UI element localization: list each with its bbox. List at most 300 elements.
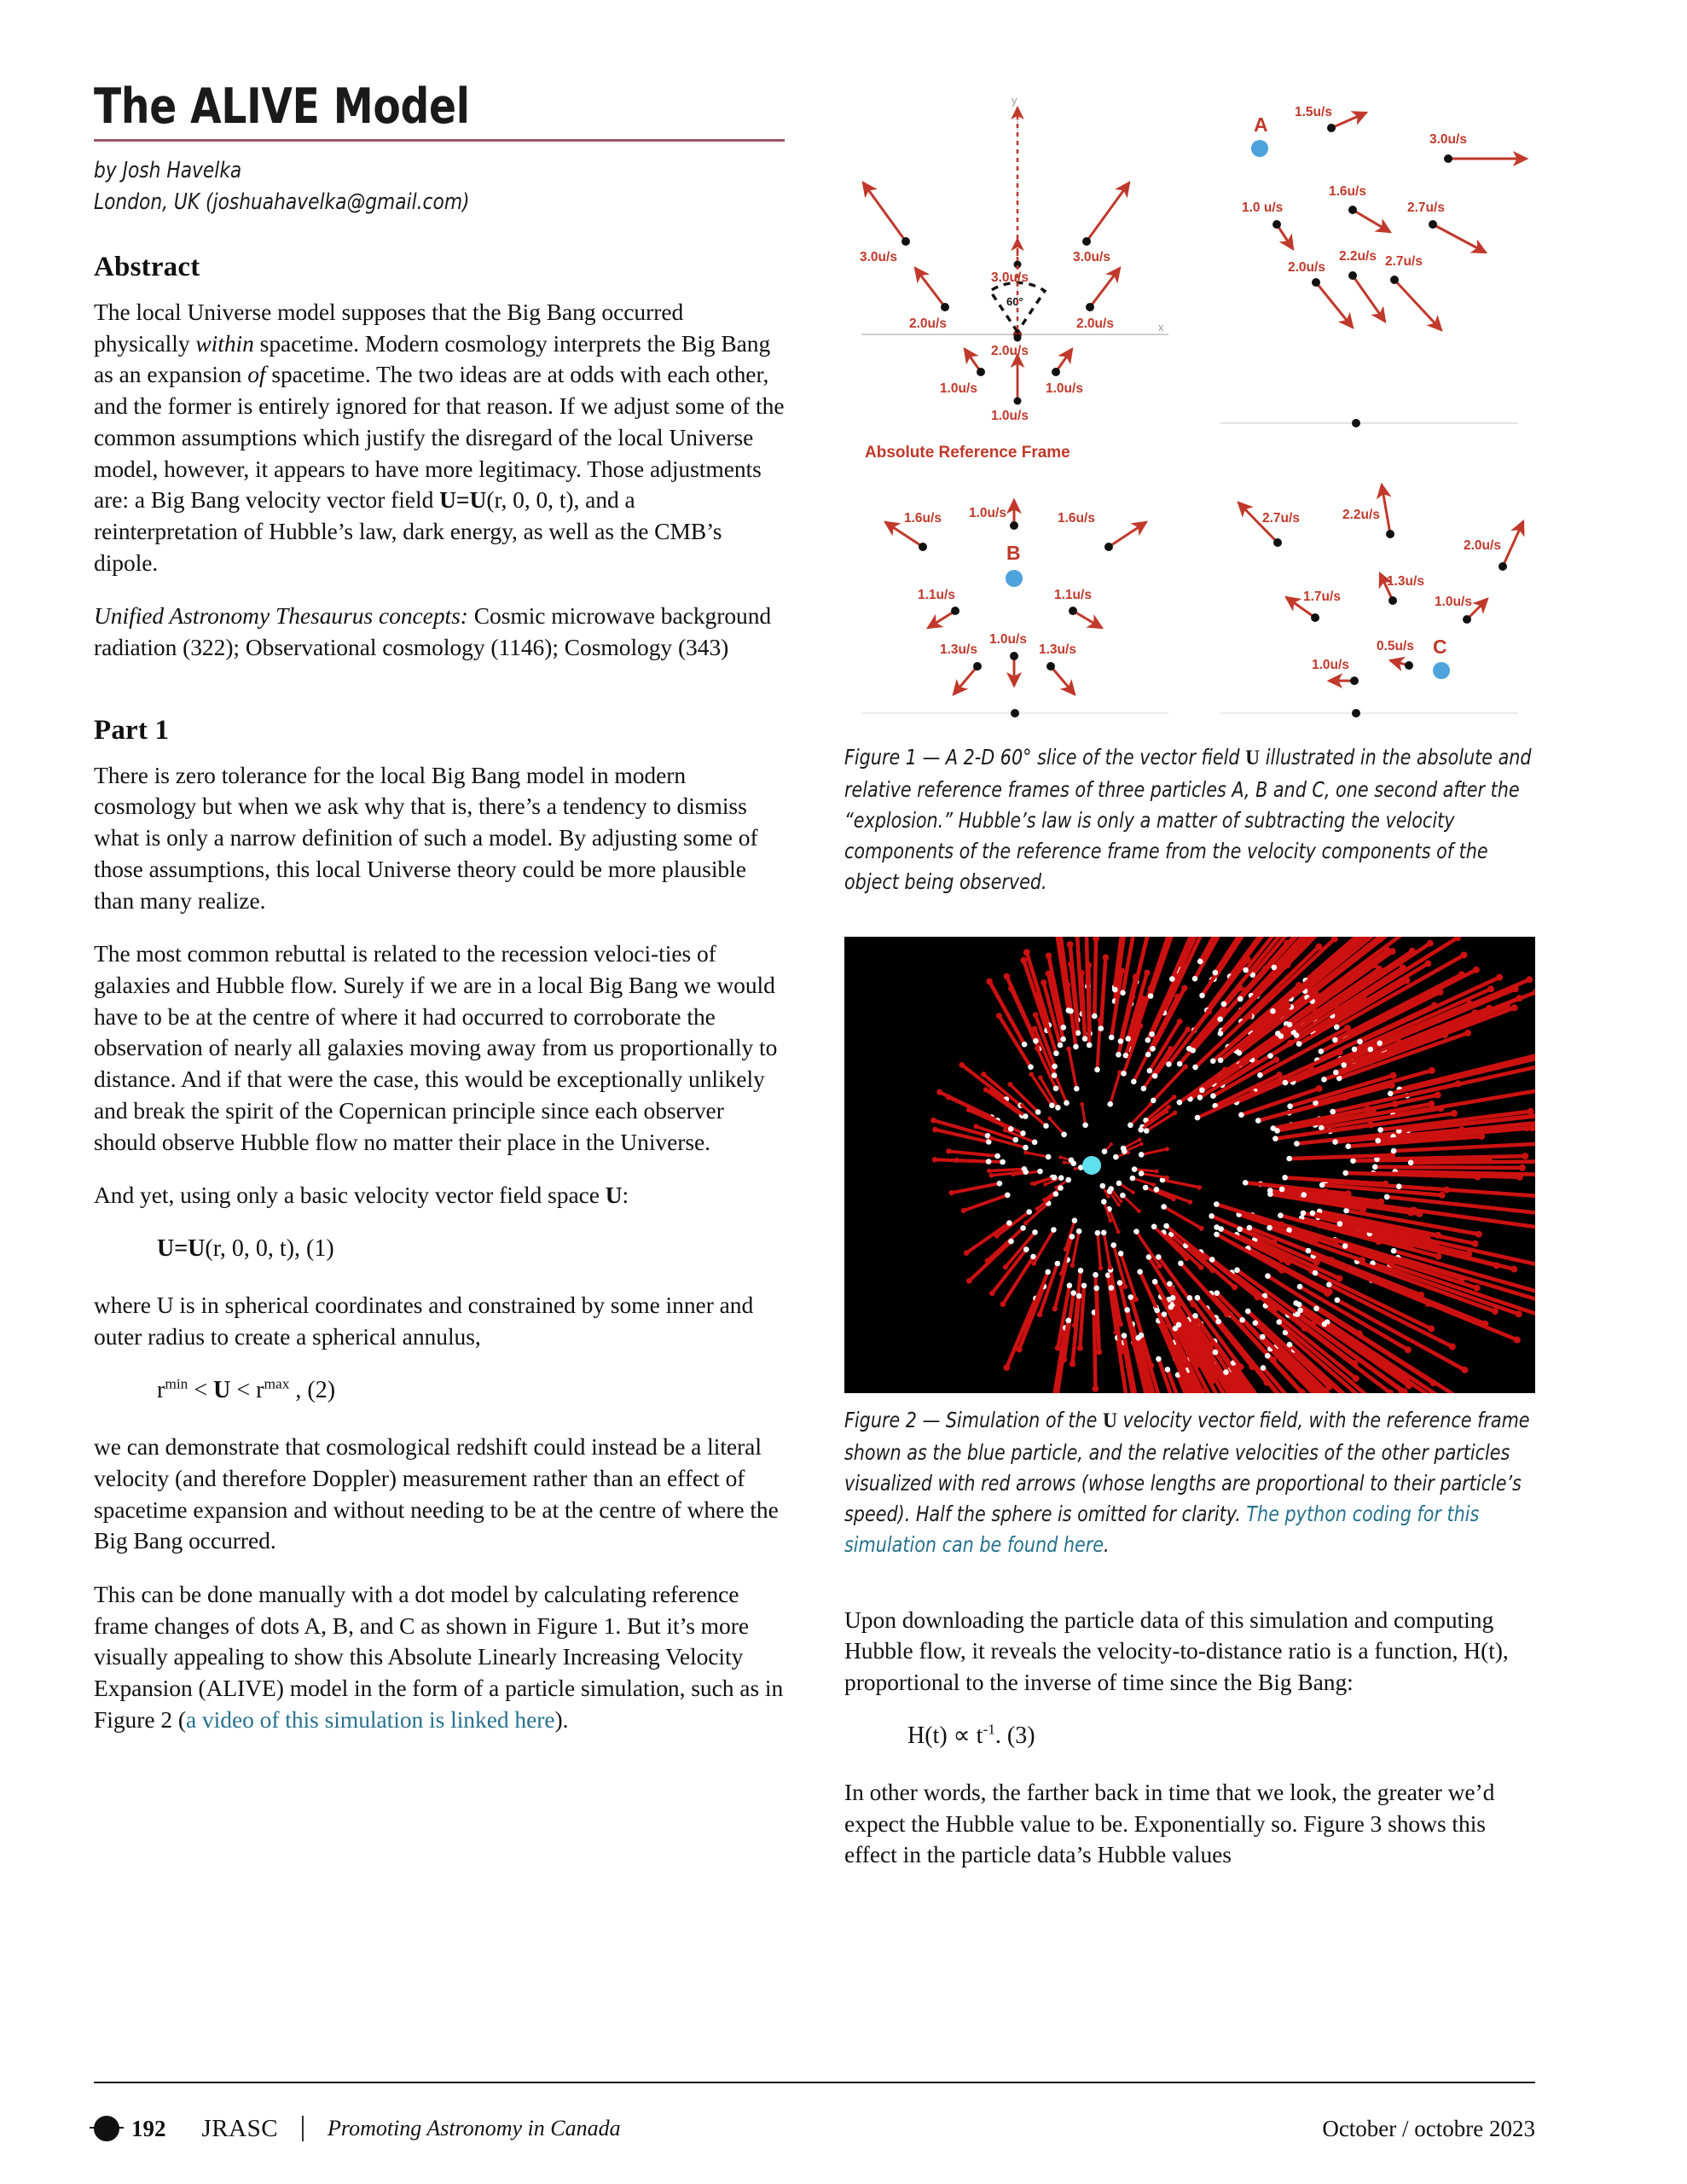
simulation-arrow-head	[1199, 1225, 1204, 1230]
simulation-particle	[1313, 1270, 1319, 1276]
simulation-arrow-head	[1465, 1251, 1472, 1258]
simulation-arrow-head	[996, 1013, 1002, 1019]
simulation-particle	[1095, 1230, 1101, 1236]
simulation-particle	[1295, 1311, 1301, 1317]
byline-author: by Josh Havelka	[94, 158, 242, 184]
vector-arrow	[1503, 521, 1523, 566]
simulation-arrow-head	[989, 1290, 995, 1296]
figure-2-caption-rest: velocity vector field, with the reference frame shown as the blue particle, and the relative velocities of the other particles visualized with red arrows (whose lengths are proportional to their particle’s speed). Half the sphere is omitted for clarity.	[844, 1407, 1530, 1526]
simulation-particle	[1239, 1317, 1245, 1323]
simulation-arrow-head	[1070, 1361, 1075, 1367]
simulation-arrow-head	[1232, 1284, 1238, 1290]
vector-label: 3.0u/s	[860, 250, 897, 264]
simulation-particle	[1276, 1319, 1282, 1325]
particle-b-label: B	[1006, 542, 1021, 564]
particle-dot	[1386, 530, 1394, 538]
simulation-particle	[1020, 1130, 1026, 1136]
simulation-arrow-head	[1004, 973, 1011, 979]
simulation-arrow-head	[1085, 979, 1091, 985]
simulation-arrow-head	[1284, 961, 1290, 968]
simulation-particle	[1120, 990, 1126, 996]
simulation-arrow-head	[1058, 1155, 1062, 1159]
angle-label: 60°	[1006, 295, 1023, 308]
simulation-arrow-head	[1133, 1297, 1139, 1302]
p3-text-a: And yet, using only a basic velocity vector field space	[94, 1182, 606, 1209]
simulation-arrow-head	[1224, 1311, 1230, 1317]
panel-absolute-label: Absolute Reference Frame	[865, 444, 1070, 462]
vector-arrow	[928, 611, 955, 628]
simulation-particle	[1147, 1068, 1153, 1074]
simulation-arrow-head	[973, 1124, 978, 1129]
simulation-particle	[1279, 1186, 1285, 1192]
simulation-particle	[1076, 1228, 1082, 1234]
simulation-arrow-head	[1003, 1264, 1008, 1269]
simulation-arrow-head	[1046, 952, 1052, 959]
vector-arrow	[915, 268, 945, 307]
vector-arrow	[1073, 611, 1102, 628]
vector-label: 2.7u/s	[1407, 200, 1445, 215]
vector-label: 2.0u/s	[909, 317, 947, 331]
simulation-particle	[1213, 1350, 1219, 1356]
simulation-arrow-head	[1035, 992, 1041, 998]
simulation-arrow-head	[1439, 1192, 1446, 1199]
simulation-arrow-head	[1359, 1257, 1365, 1263]
simulation-arrow-head	[1516, 1310, 1522, 1317]
simulation-arrow-head	[1023, 1150, 1028, 1154]
vector-arrow	[1353, 276, 1385, 322]
figure-1-caption-symbol-U: U	[1245, 746, 1261, 770]
simulation-particle	[1408, 1159, 1414, 1165]
simulation-particle	[1116, 1052, 1122, 1058]
simulation-arrow-head	[1315, 943, 1322, 950]
simulation-particle	[1128, 1122, 1133, 1128]
particle-dot	[1010, 652, 1018, 660]
simulation-particle	[1135, 1335, 1141, 1341]
simulation-arrow-head	[1157, 1263, 1162, 1269]
simulation-particle	[1197, 959, 1203, 965]
figure-2-container	[844, 937, 1535, 1560]
simulation-arrow-head	[1103, 954, 1110, 961]
simulation-arrow-head	[1390, 1072, 1397, 1078]
simulation-arrow-head	[1173, 1110, 1177, 1114]
simulation-arrow-head	[1382, 1180, 1388, 1187]
simulation-particle	[1217, 1016, 1223, 1022]
simulation-arrow-head	[1326, 1288, 1333, 1295]
simulation-particle	[1151, 1097, 1157, 1103]
figure-2-caption	[844, 1405, 1533, 1560]
simulation-arrow-head	[1455, 1080, 1462, 1087]
title-divider	[94, 139, 785, 142]
simulation-particle	[1377, 1040, 1383, 1046]
eq2-max-superscript: max	[264, 1375, 290, 1392]
simulation-arrow-head	[1474, 1284, 1481, 1291]
simulation-particle	[1118, 1251, 1124, 1257]
simulation-particle	[1149, 1031, 1155, 1037]
simulation-particle	[1037, 1168, 1043, 1174]
part1-paragraph-1: There is zero tolerance for the local Big Bang model in modern cosmology but when we ask why that is, there’s a tendency to dismiss what is only a narrow definition of such a model. By adjusting some of those assumptions, this local Universe theory could be more plausible than many realize.	[94, 761, 758, 914]
simulation-particle	[1294, 1141, 1300, 1147]
journal-tagline: Promoting Astronomy in Canada	[328, 2116, 621, 2140]
simulation-particle	[1055, 1105, 1061, 1111]
vector-arrow	[1331, 113, 1366, 128]
simulation-video-link[interactable]: a video of this simulation is linked here	[185, 1705, 555, 1733]
particle-dot	[1388, 596, 1397, 605]
simulation-arrow-head	[1336, 1048, 1343, 1055]
eq3-superscript: -1	[983, 1721, 995, 1738]
vector-label: 2.0u/s	[1288, 260, 1325, 275]
simulation-particle	[1053, 1085, 1059, 1091]
footer-divider	[94, 2082, 1535, 2083]
simulation-arrow-head	[1033, 1012, 1039, 1018]
simulation-arrow-head	[1496, 973, 1503, 980]
simulation-particle	[1178, 1260, 1184, 1266]
figure-2-svg	[844, 937, 1535, 1393]
simulation-arrow-head	[1020, 1103, 1024, 1107]
simulation-particle	[1092, 1013, 1098, 1019]
simulation-arrow-head	[1429, 1067, 1435, 1074]
simulation-particle	[1101, 1229, 1107, 1235]
particle-dot	[1463, 615, 1471, 624]
simulation-arrow-head	[1151, 1182, 1156, 1187]
simulation-particle	[1055, 1260, 1061, 1266]
simulation-particle	[1272, 964, 1278, 970]
particle-dot	[1350, 677, 1359, 685]
particle-a-marker	[1251, 140, 1268, 157]
simulation-particle	[1145, 1051, 1151, 1057]
simulation-particle	[1195, 1295, 1201, 1301]
particle-dot	[919, 543, 927, 551]
simulation-velocity-arrow	[1086, 937, 1087, 986]
vector-label: 2.0u/s	[991, 344, 1029, 358]
right-paragraph-1: Upon downloading the particle data of this simulation and computing Hubble flow, it reveals the velocity-to-distance ratio is a function, H(t), proportional to the inverse of time since the Big Bang:	[844, 1606, 1509, 1695]
simulation-particle	[1372, 1164, 1378, 1170]
simulation-particle	[1156, 1356, 1162, 1362]
simulation-arrow-head	[1404, 977, 1411, 984]
x-axis-label: x	[1158, 321, 1164, 334]
simulation-particle	[1122, 1333, 1128, 1339]
simulation-particle	[1253, 1320, 1259, 1326]
equation-1	[157, 1234, 785, 1264]
simulation-particle	[1100, 1183, 1106, 1189]
simulation-arrow-head	[1417, 1292, 1424, 1298]
figure-2-caption-end: .	[1104, 1531, 1110, 1557]
part1-paragraph-4: where U is in spherical coordinates and constrained by some inner and outer radius to create a spherical annulus,	[94, 1292, 754, 1350]
simulation-particle	[1138, 1127, 1144, 1133]
simulation-arrow-head	[1023, 949, 1030, 956]
simulation-arrow-head	[1037, 1311, 1043, 1317]
simulation-particle	[1272, 1136, 1278, 1141]
abstract-text-c: spacetime. The two ideas are at odds with each other, and the former is entirely ignored for that reason. If we adjust some of the common assumptions which justify the disregard of the local Universe model, however, it appears to have more legitimacy. Those adjustments are: a Big Bang velocity vector field	[94, 361, 785, 514]
origin-point	[1011, 709, 1019, 717]
byline-affiliation: London, UK (joshuahavelka@gmail.com)	[94, 189, 470, 215]
simulation-particle	[1070, 1234, 1075, 1240]
simulation-arrow-head	[989, 1173, 994, 1178]
simulation-particle	[1245, 1308, 1251, 1314]
simulation-arrow-head	[1188, 1382, 1195, 1389]
origin-point	[1352, 709, 1360, 717]
simulation-velocity-arrow	[1097, 1288, 1099, 1352]
simulation-particle	[1081, 1282, 1087, 1288]
simulation-arrow-head	[1437, 989, 1444, 996]
simulation-particle	[1033, 1038, 1039, 1044]
simulation-particle	[1060, 1037, 1066, 1043]
simulation-arrow-head	[1029, 1072, 1034, 1077]
simulation-arrow-head	[1481, 1320, 1488, 1327]
moon-phase-icon	[94, 2116, 119, 2141]
figure-2-image	[844, 937, 1535, 1393]
simulation-particle	[1296, 1041, 1302, 1047]
simulation-particle	[1167, 1281, 1173, 1287]
simulation-particle	[1051, 1227, 1057, 1233]
simulation-particle	[1113, 1154, 1119, 1160]
simulation-arrow-head	[1164, 1109, 1168, 1113]
simulation-arrow-head	[936, 1089, 942, 1095]
particle-dot	[1046, 662, 1055, 671]
simulation-arrow-head	[1099, 1265, 1104, 1270]
simulation-arrow-head	[1528, 1107, 1534, 1114]
simulation-arrow-head	[1472, 1009, 1479, 1016]
simulation-particle	[1214, 1201, 1220, 1207]
simulation-arrow-head	[1108, 1265, 1113, 1270]
simulation-particle	[1008, 1239, 1014, 1245]
simulation-arrow-head	[1118, 1348, 1124, 1354]
simulation-particle	[1192, 1064, 1198, 1070]
simulation-velocity-arrow	[1094, 938, 1096, 1016]
python-code-link[interactable]: The python coding for this simulation can be found here	[844, 1501, 1480, 1557]
simulation-particle	[1169, 976, 1175, 982]
simulation-arrow-head	[966, 1107, 971, 1112]
simulation-particle	[1109, 1285, 1115, 1291]
simulation-arrow-head	[1424, 1234, 1431, 1241]
particle-dot	[1086, 303, 1094, 311]
figure-1-caption-rest: illustrated in the absolute and relative reference frames of three particles A, B and C, one second after the “explosion.” Hubble’s law is only a matter of subtracting the velocity components of the reference frame from the velocity components of the object being observed.	[844, 745, 1532, 894]
simulation-particle	[1321, 1077, 1327, 1083]
figure-1-caption	[844, 742, 1533, 897]
simulation-arrow-head	[988, 1088, 994, 1093]
simulation-arrow-head	[1376, 1238, 1383, 1245]
simulation-arrow-head	[1492, 1308, 1499, 1315]
simulation-particle	[1143, 1184, 1149, 1190]
simulation-particle	[1064, 1100, 1070, 1106]
simulation-arrow-head	[1238, 1363, 1244, 1370]
simulation-particle	[1148, 993, 1154, 999]
simulation-particle	[1286, 1156, 1292, 1162]
simulation-arrow-head	[1472, 1240, 1479, 1247]
simulation-velocity-arrow	[1411, 1161, 1535, 1163]
simulation-arrow-head	[1043, 1182, 1047, 1187]
vector-arrow	[1051, 666, 1075, 694]
simulation-particle	[1342, 1170, 1348, 1176]
abstract-paragraph	[94, 297, 785, 578]
simulation-particle	[1110, 1242, 1116, 1248]
simulation-particle	[1032, 1139, 1038, 1145]
simulation-arrow-head	[1351, 1360, 1358, 1367]
vector-arrow	[1394, 280, 1441, 330]
simulation-particle	[1368, 1046, 1374, 1052]
simulation-particle	[1087, 1042, 1093, 1048]
vector-arrow	[1109, 522, 1146, 547]
simulation-arrow-head	[1139, 1141, 1144, 1146]
abstract-text-d: (r, 0, 0, t), and a reinterpretation of Hubble’s law, dark energy, as well as the CMB’s dipole.	[94, 486, 722, 576]
simulation-particle	[1388, 1090, 1394, 1096]
simulation-arrow-head	[1023, 1221, 1028, 1225]
uat-concepts	[94, 601, 785, 663]
vector-label: 1.3u/s	[1039, 642, 1076, 657]
vector-label: 1.0u/s	[1312, 658, 1349, 672]
simulation-particle	[1154, 1307, 1160, 1313]
simulation-velocity-arrow	[1375, 1167, 1522, 1168]
simulation-arrow-head	[1256, 1048, 1262, 1054]
simulation-particle	[1384, 1194, 1390, 1199]
simulation-particle	[1154, 1187, 1160, 1193]
vector-label: 2.7u/s	[1385, 254, 1423, 269]
simulation-particle	[1121, 1146, 1127, 1152]
simulation-particle	[1278, 1033, 1284, 1039]
simulation-arrow-head	[1177, 1019, 1183, 1025]
simulation-arrow-head	[1116, 1229, 1121, 1234]
p3-text-b: :	[622, 1182, 629, 1209]
simulation-arrow-head	[1035, 1206, 1040, 1211]
simulation-particle	[1168, 1304, 1174, 1310]
eq2-lt-1: <	[188, 1376, 214, 1403]
simulation-particle	[1066, 1008, 1072, 1014]
simulation-particle	[1121, 1071, 1127, 1077]
abstract-text-b: spacetime. Modern cosmology interprets the Big Bang as an expansion	[94, 329, 771, 388]
vector-label: 1.0u/s	[940, 381, 977, 396]
simulation-arrow-head	[1409, 948, 1416, 955]
vector-label: 2.2u/s	[1339, 249, 1377, 264]
simulation-arrow-head	[1510, 1265, 1517, 1272]
simulation-particle	[1045, 1269, 1051, 1275]
simulation-particle	[1166, 1061, 1172, 1067]
simulation-arrow-head	[1435, 1252, 1442, 1259]
simulation-arrow-head	[987, 1168, 992, 1173]
eq3-text-b: . (3)	[994, 1722, 1035, 1749]
simulation-particle	[1332, 1139, 1338, 1145]
simulation-particle	[1234, 1267, 1240, 1273]
simulation-arrow-head	[983, 1087, 988, 1092]
simulation-arrow-head	[1023, 1324, 1029, 1330]
simulation-arrow-head	[946, 1095, 952, 1101]
simulation-particle	[1255, 1118, 1261, 1124]
simulation-arrow-head	[1080, 1102, 1084, 1107]
simulation-particle	[1072, 1217, 1078, 1223]
simulation-particle	[1109, 1034, 1115, 1040]
simulation-particle	[1065, 1176, 1071, 1182]
simulation-arrow-head	[988, 1136, 994, 1141]
simulation-arrow-head	[1487, 985, 1494, 992]
simulation-arrow-head	[1367, 1121, 1374, 1128]
simulation-arrow-head	[961, 1208, 966, 1213]
simulation-particle	[1221, 1001, 1227, 1007]
simulation-particle	[1267, 1053, 1273, 1059]
simulation-arrow-head	[1449, 1343, 1456, 1350]
particle-dot	[1312, 278, 1320, 287]
simulation-particle	[1197, 1095, 1203, 1101]
simulation-particle	[1078, 1268, 1084, 1274]
simulation-particle	[1053, 1191, 1059, 1197]
simulation-arrow-head	[1478, 1133, 1485, 1140]
simulation-arrow-head	[1068, 961, 1074, 967]
simulation-particle	[1218, 1057, 1224, 1063]
simulation-particle	[1341, 1062, 1347, 1068]
simulation-arrow-head	[1078, 970, 1084, 976]
simulation-particle	[1350, 1158, 1356, 1164]
simulation-particle	[994, 1153, 1000, 1159]
footer-separator	[302, 2116, 304, 2141]
vector-arrow	[885, 522, 923, 547]
left-column	[94, 78, 785, 1757]
eq1-rest: (r, 0, 0, t), (1)	[205, 1234, 334, 1262]
simulation-arrow-head	[1165, 1147, 1169, 1151]
simulation-arrow-head	[946, 1148, 951, 1153]
journal-name: JRASC	[201, 2114, 279, 2142]
particle-c-label: C	[1433, 636, 1447, 658]
simulation-particle	[1065, 1317, 1071, 1323]
simulation-particle	[1008, 1126, 1014, 1132]
particle-dot	[901, 237, 910, 246]
simulation-arrow-head	[1278, 1267, 1285, 1274]
simulation-particle	[1177, 1100, 1183, 1106]
p6-text-b: ).	[554, 1705, 569, 1733]
simulation-particle	[1237, 1226, 1243, 1232]
part1-paragraph-5: we can demonstrate that cosmological redshift could instead be a literal velocity (and therefore Doppler) measurement rather than an effect of spacetime expansion and without needing to be at the centre of where the Big Bang occurred.	[94, 1433, 779, 1554]
panel-particle-a	[1220, 105, 1527, 427]
particle-dot	[1444, 154, 1452, 163]
simulation-particle	[1342, 1243, 1348, 1249]
simulation-particle	[1118, 1038, 1124, 1044]
simulation-arrow-head	[964, 1250, 970, 1256]
simulation-arrow-head	[966, 1278, 972, 1284]
simulation-particle	[1006, 1220, 1012, 1226]
simulation-particle	[1132, 1166, 1138, 1172]
vector-arrow	[1433, 224, 1486, 253]
vector-label: 1.7u/s	[1303, 590, 1341, 604]
simulation-arrow-head	[1336, 1275, 1343, 1281]
simulation-arrow-head	[932, 1157, 938, 1163]
simulation-particle	[1215, 1290, 1220, 1296]
simulation-particle	[1052, 1175, 1058, 1181]
simulation-particle	[1391, 1248, 1397, 1254]
panel-particle-c	[1220, 485, 1523, 717]
simulation-particle	[1377, 1127, 1383, 1133]
simulation-arrow-head	[1092, 1385, 1099, 1392]
simulation-particle	[1120, 1193, 1126, 1199]
simulation-particle	[1020, 1225, 1026, 1231]
simulation-particle	[1061, 1131, 1067, 1137]
simulation-arrow-head	[1059, 1271, 1064, 1276]
simulation-particle	[1301, 1210, 1307, 1216]
simulation-arrow-head	[1313, 991, 1319, 998]
simulation-arrow-head	[1516, 1174, 1523, 1181]
simulation-arrow-head	[1144, 969, 1150, 975]
equation-2	[157, 1375, 785, 1406]
simulation-particle	[1192, 1313, 1198, 1319]
simulation-arrow-head	[1038, 1075, 1043, 1080]
particle-dot	[1390, 276, 1399, 284]
part1-paragraph-6	[94, 1579, 785, 1736]
simulation-particle	[1223, 1369, 1229, 1375]
panel-absolute-reference-frame	[860, 94, 1168, 462]
vector-label: 3.0u/s	[991, 270, 1029, 285]
particle-dot	[1010, 521, 1018, 530]
particle-dot	[1327, 124, 1336, 132]
simulation-arrow-head	[1172, 1095, 1177, 1100]
vector-label: 1.6u/s	[1329, 184, 1366, 199]
simulation-particle	[1069, 1157, 1075, 1163]
simulation-particle	[1260, 1333, 1266, 1339]
simulation-particle	[1287, 1342, 1293, 1348]
